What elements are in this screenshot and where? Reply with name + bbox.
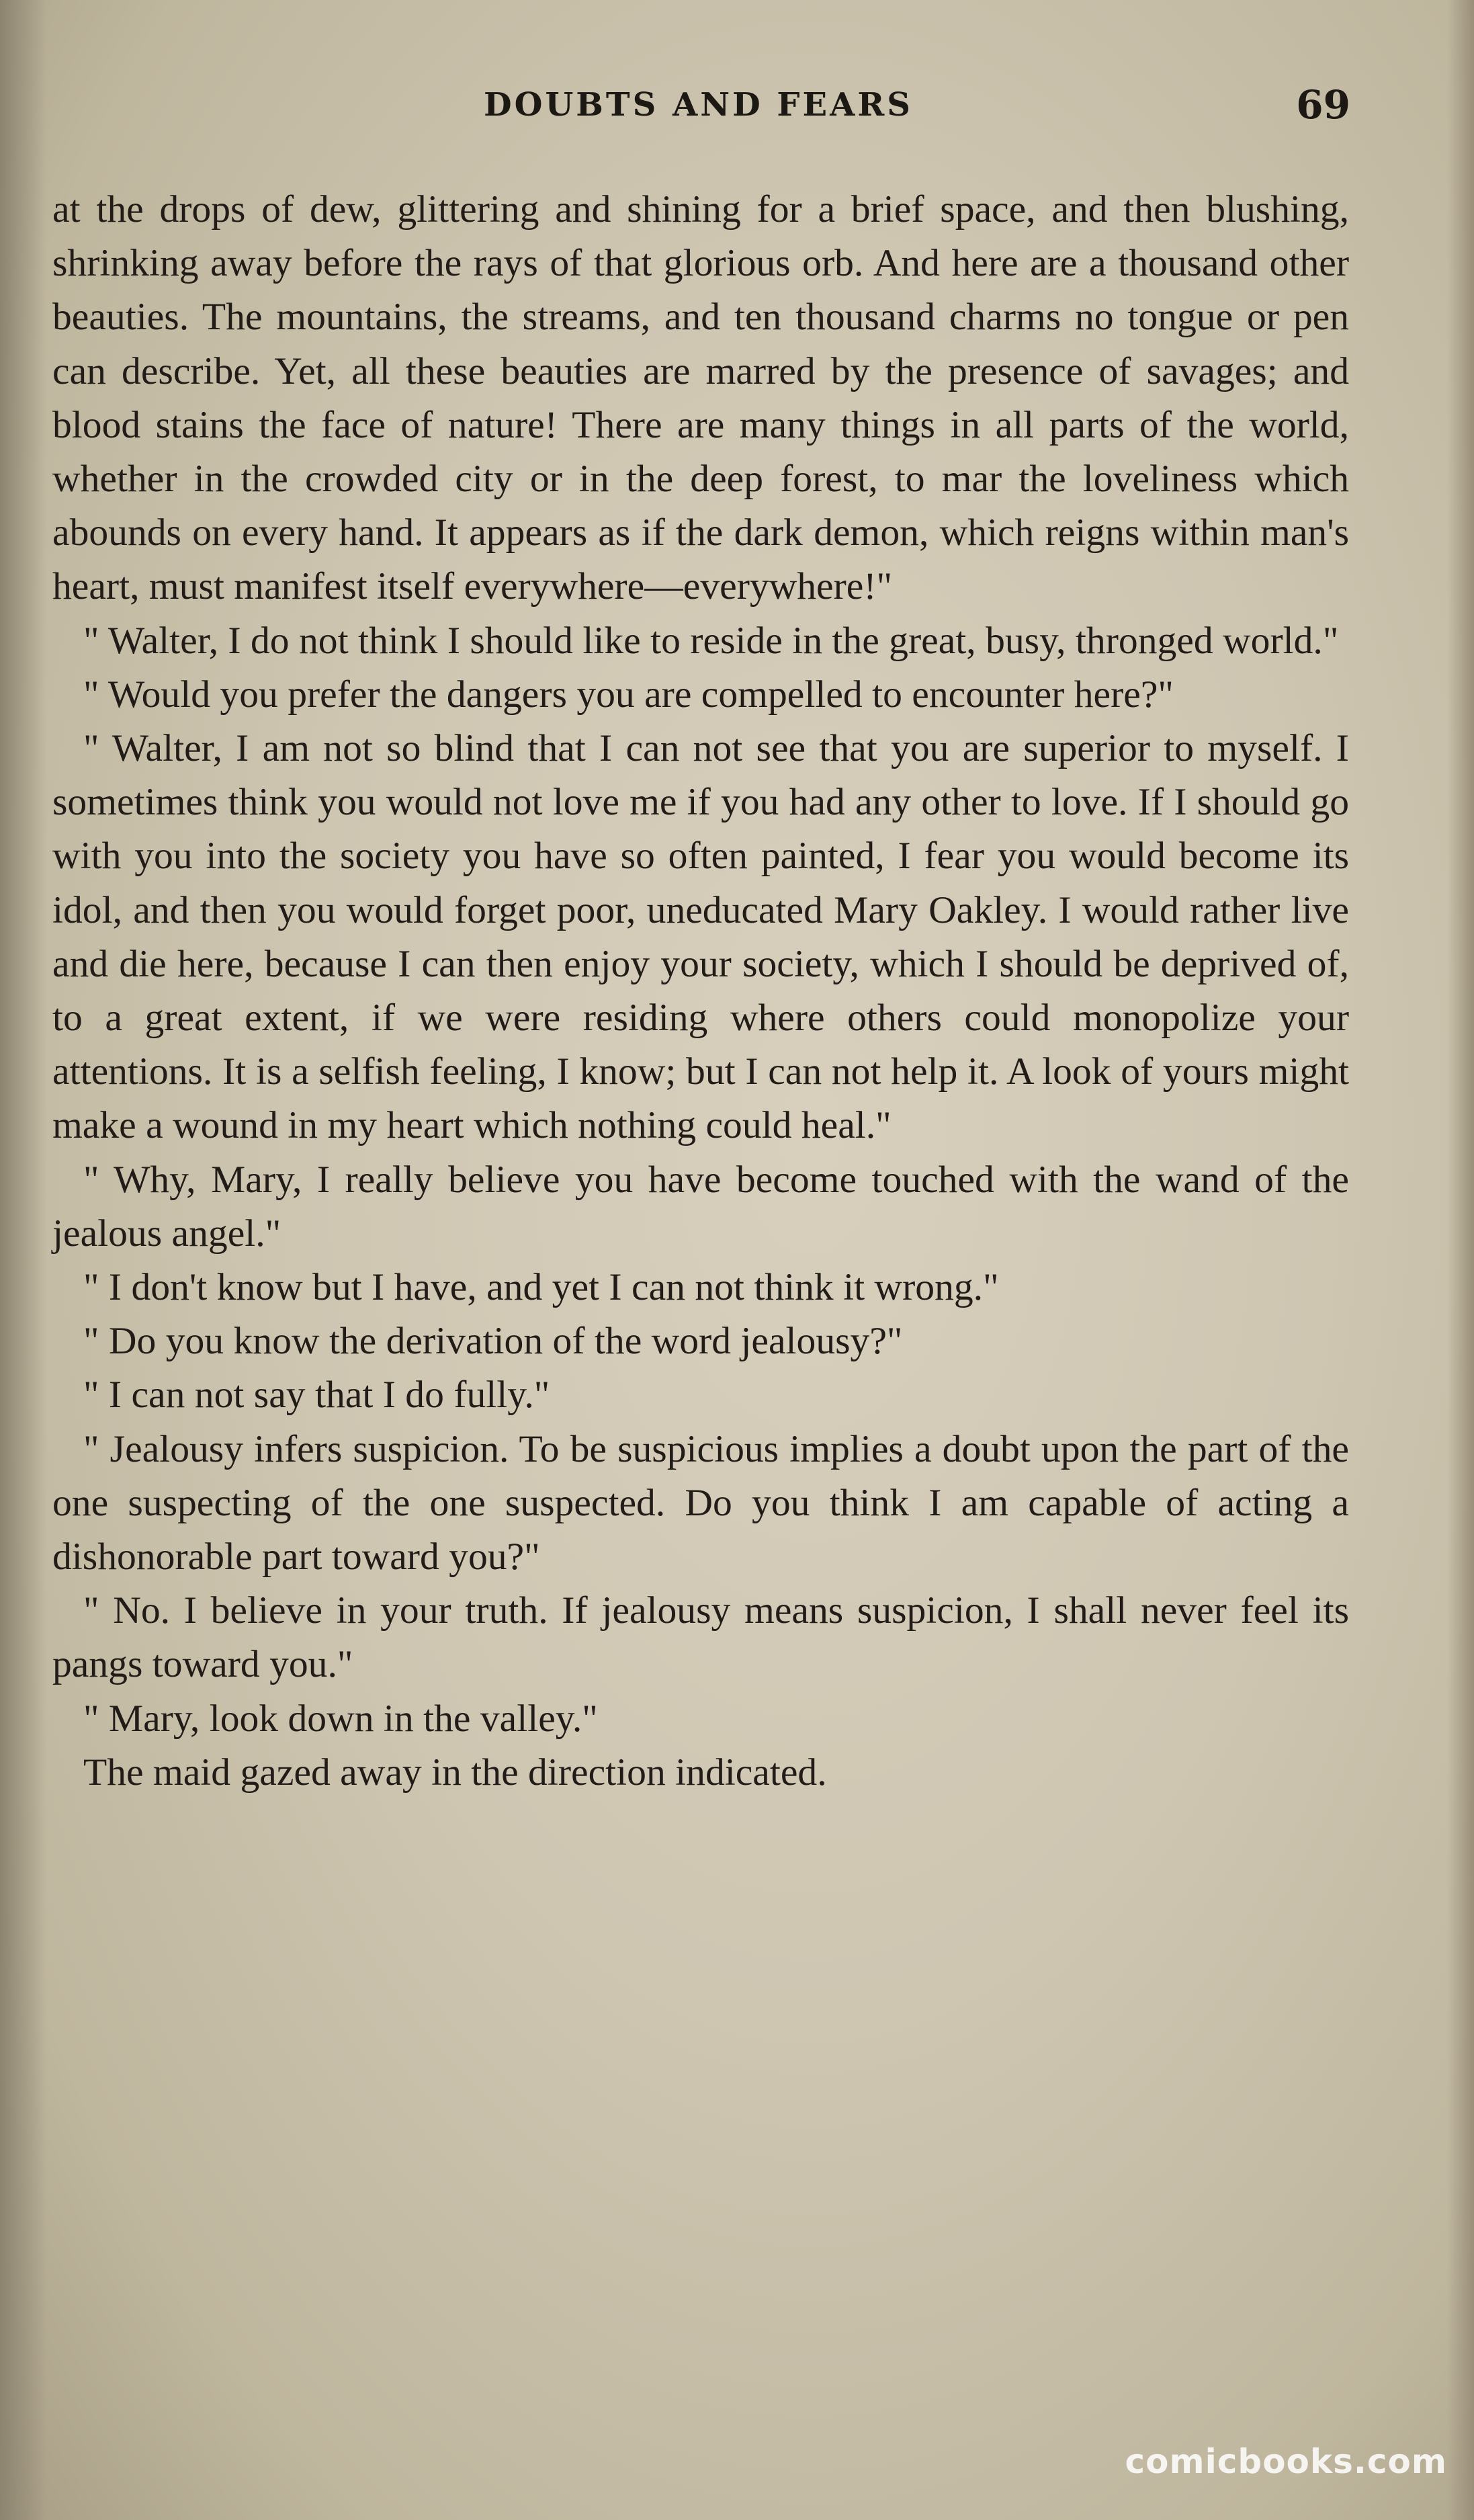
body-text <box>52 183 1349 1800</box>
running-head <box>0 82 1474 140</box>
paragraph-2: " Walter, I do not think I should like to reside in the great, busy, thronged world." <box>83 619 1339 662</box>
paragraph-5: " Why, Mary, I really believe you have become touched with the wand of the jealous angel." <box>52 1158 1349 1255</box>
page-number: 69 <box>1296 82 1350 128</box>
paragraph-11: " Mary, look down in the valley." <box>83 1697 598 1740</box>
paragraph-9: " Jealousy infers suspicion. To be suspicious implies a doubt upon the part of the one suspecting of the one suspected. Do you think I am capable of acting a dishonorable part toward you?" <box>52 1427 1349 1579</box>
running-title: DOUBTS AND FEARS <box>484 86 913 124</box>
paragraph-8: " I can not say that I do fully." <box>83 1374 550 1417</box>
paragraph-6: " I don't know but I have, and yet I can not think it wrong." <box>83 1266 999 1309</box>
paragraph-10: " No. I believe in your truth. If jealousy means suspicion, I shall never feel its pangs toward you." <box>52 1589 1349 1686</box>
paragraph-12: The maid gazed away in the direction indicated. <box>83 1751 827 1794</box>
paragraph-3: " Would you prefer the dangers you are compelled to encounter here?" <box>83 673 1174 716</box>
paragraph-1: at the drops of dew, glittering and shining for a brief space, and then blushing, shrinking away before the rays of that glorious orb. And here are a thousand other beauties. The mountains, the streams, and ten thousand charms no tongue or pen can describe. Yet, all these beauties are marred by the presence of savages; and blood stains the face of nature! There are many things in all parts of the world, whether in the crowded city or in the deep forest, to mar the loveliness which abounds on every hand. It appears as if the dark demon, which reigns within man's heart, must manifest itself everywhere—everywhere!" <box>52 188 1349 608</box>
paragraph-7: " Do you know the derivation of the word jealousy?" <box>83 1320 903 1363</box>
paragraph-4: " Walter, I am not so blind that I can not see that you are superior to myself. I sometimes think you would not love me if you had any other to love. If I should go with you into the society you have so often painted, I fear you would become its idol, and then you would forget poor, uneducated Mary Oakley. I would rather live and die here, because I can then enjoy your society, which I should be deprived of, to a great extent, if we were residing where others could monopolize your attentions. It is a selfish feeling, I know; but I can not help it. A look of yours might make a wound in my heart which nothing could heal." <box>52 727 1349 1147</box>
site-watermark: comicbooks.com <box>1125 2442 1447 2481</box>
